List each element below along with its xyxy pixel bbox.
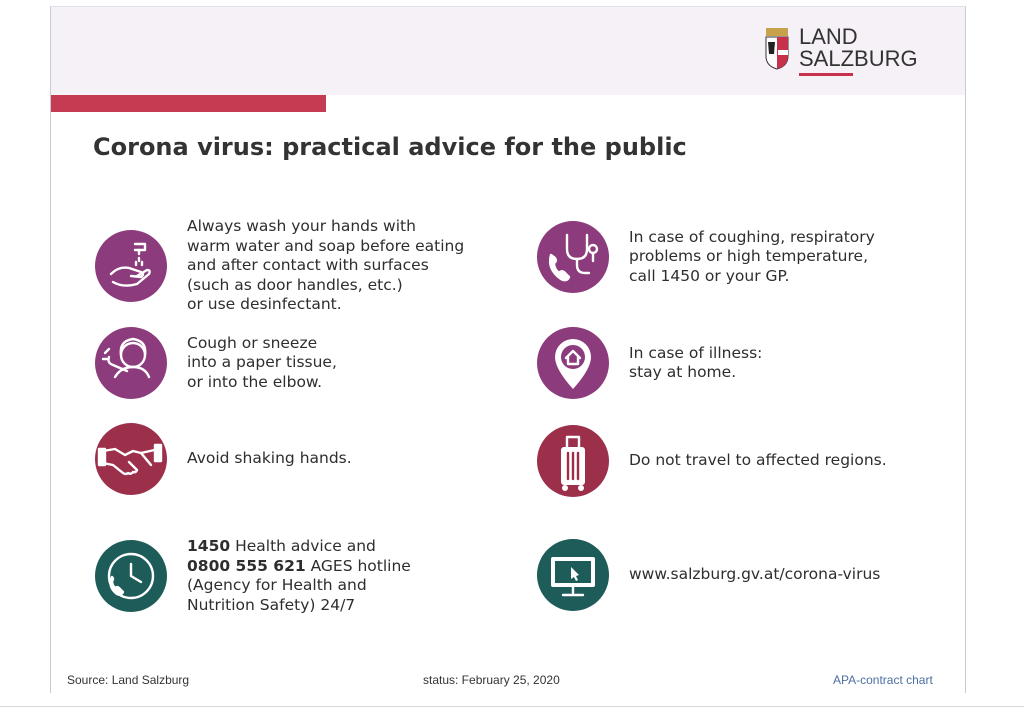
advice-line: or use desinfectant. xyxy=(187,295,342,313)
suitcase-icon xyxy=(537,425,609,497)
advice-line: stay at home. xyxy=(629,363,737,381)
hotline-number: 0800 555 621 xyxy=(187,556,306,575)
advice-line: or into the elbow. xyxy=(187,372,323,391)
document-sheet xyxy=(50,6,966,693)
advice-item-website xyxy=(537,539,880,611)
advice-text xyxy=(187,334,337,393)
advice-line-rest: Health advice and xyxy=(230,537,376,555)
advice-text xyxy=(187,537,411,615)
hotline-number: 1450 xyxy=(187,537,231,555)
advice-line xyxy=(187,537,411,557)
advice-item-handshake xyxy=(95,423,352,495)
advice-item-cough xyxy=(95,327,337,399)
footer-status: status: February 25, 2020 xyxy=(423,673,560,687)
advice-item-hotline xyxy=(95,537,411,615)
page-title: Corona virus: practical advice for the public xyxy=(93,133,687,161)
advice-line: Avoid shaking hands. xyxy=(187,449,352,468)
advice-item-stay-home xyxy=(537,327,762,399)
advice-line: In case of coughing, respiratory xyxy=(629,227,875,246)
advice-line: problems or high temperature, xyxy=(629,247,868,266)
advice-line: (such as door handles, etc.) xyxy=(187,275,403,294)
advice-line: Nutrition Safety) 24/7 xyxy=(187,595,356,614)
advice-line: (Agency for Health and xyxy=(187,576,367,594)
advice-text xyxy=(187,449,352,469)
advice-text xyxy=(629,228,875,287)
advice-line: and after contact with surfaces xyxy=(187,256,429,274)
website-link[interactable]: www.salzburg.gv.at/corona-virus xyxy=(629,565,881,584)
page-bottom-rule xyxy=(0,706,1024,707)
footer-credit: APA-contract chart xyxy=(833,673,933,687)
advice-line: call 1450 or your GP. xyxy=(629,266,790,285)
advice-line-rest: AGES hotline xyxy=(305,556,411,575)
advice-line: Do not travel to affected regions. xyxy=(629,451,887,470)
advice-text xyxy=(629,344,762,383)
advice-text xyxy=(629,565,880,585)
land-salzburg-logo xyxy=(763,26,933,82)
advice-item-wash-hands xyxy=(95,217,464,315)
accent-bar xyxy=(51,95,326,112)
logo-line2: SALZBURG xyxy=(799,46,918,71)
advice-text xyxy=(187,217,464,315)
logo-line1: LAND xyxy=(799,24,858,49)
advice-line: Always wash your hands with xyxy=(187,217,416,235)
hand-washing-icon xyxy=(95,230,167,302)
advice-text xyxy=(629,451,887,471)
computer-icon xyxy=(537,539,609,611)
advice-line: Cough or sneeze xyxy=(187,333,318,352)
home-pin-icon xyxy=(537,327,609,399)
advice-item-no-travel xyxy=(537,425,887,497)
advice-line: In case of illness: xyxy=(629,343,763,362)
advice-line: warm water and soap before eating xyxy=(187,236,465,255)
advice-line xyxy=(187,557,411,577)
logo-text xyxy=(799,26,918,70)
footer-source: Source: Land Salzburg xyxy=(67,673,190,687)
advice-line: into a paper tissue, xyxy=(187,353,337,372)
advice-item-call-doctor xyxy=(537,221,875,293)
coat-of-arms-icon xyxy=(763,28,791,70)
clock-phone-icon xyxy=(95,540,167,612)
cough-elbow-icon xyxy=(95,327,167,399)
logo-underline xyxy=(799,73,853,76)
phone-stethoscope-icon xyxy=(537,221,609,293)
handshake-icon xyxy=(95,423,167,495)
